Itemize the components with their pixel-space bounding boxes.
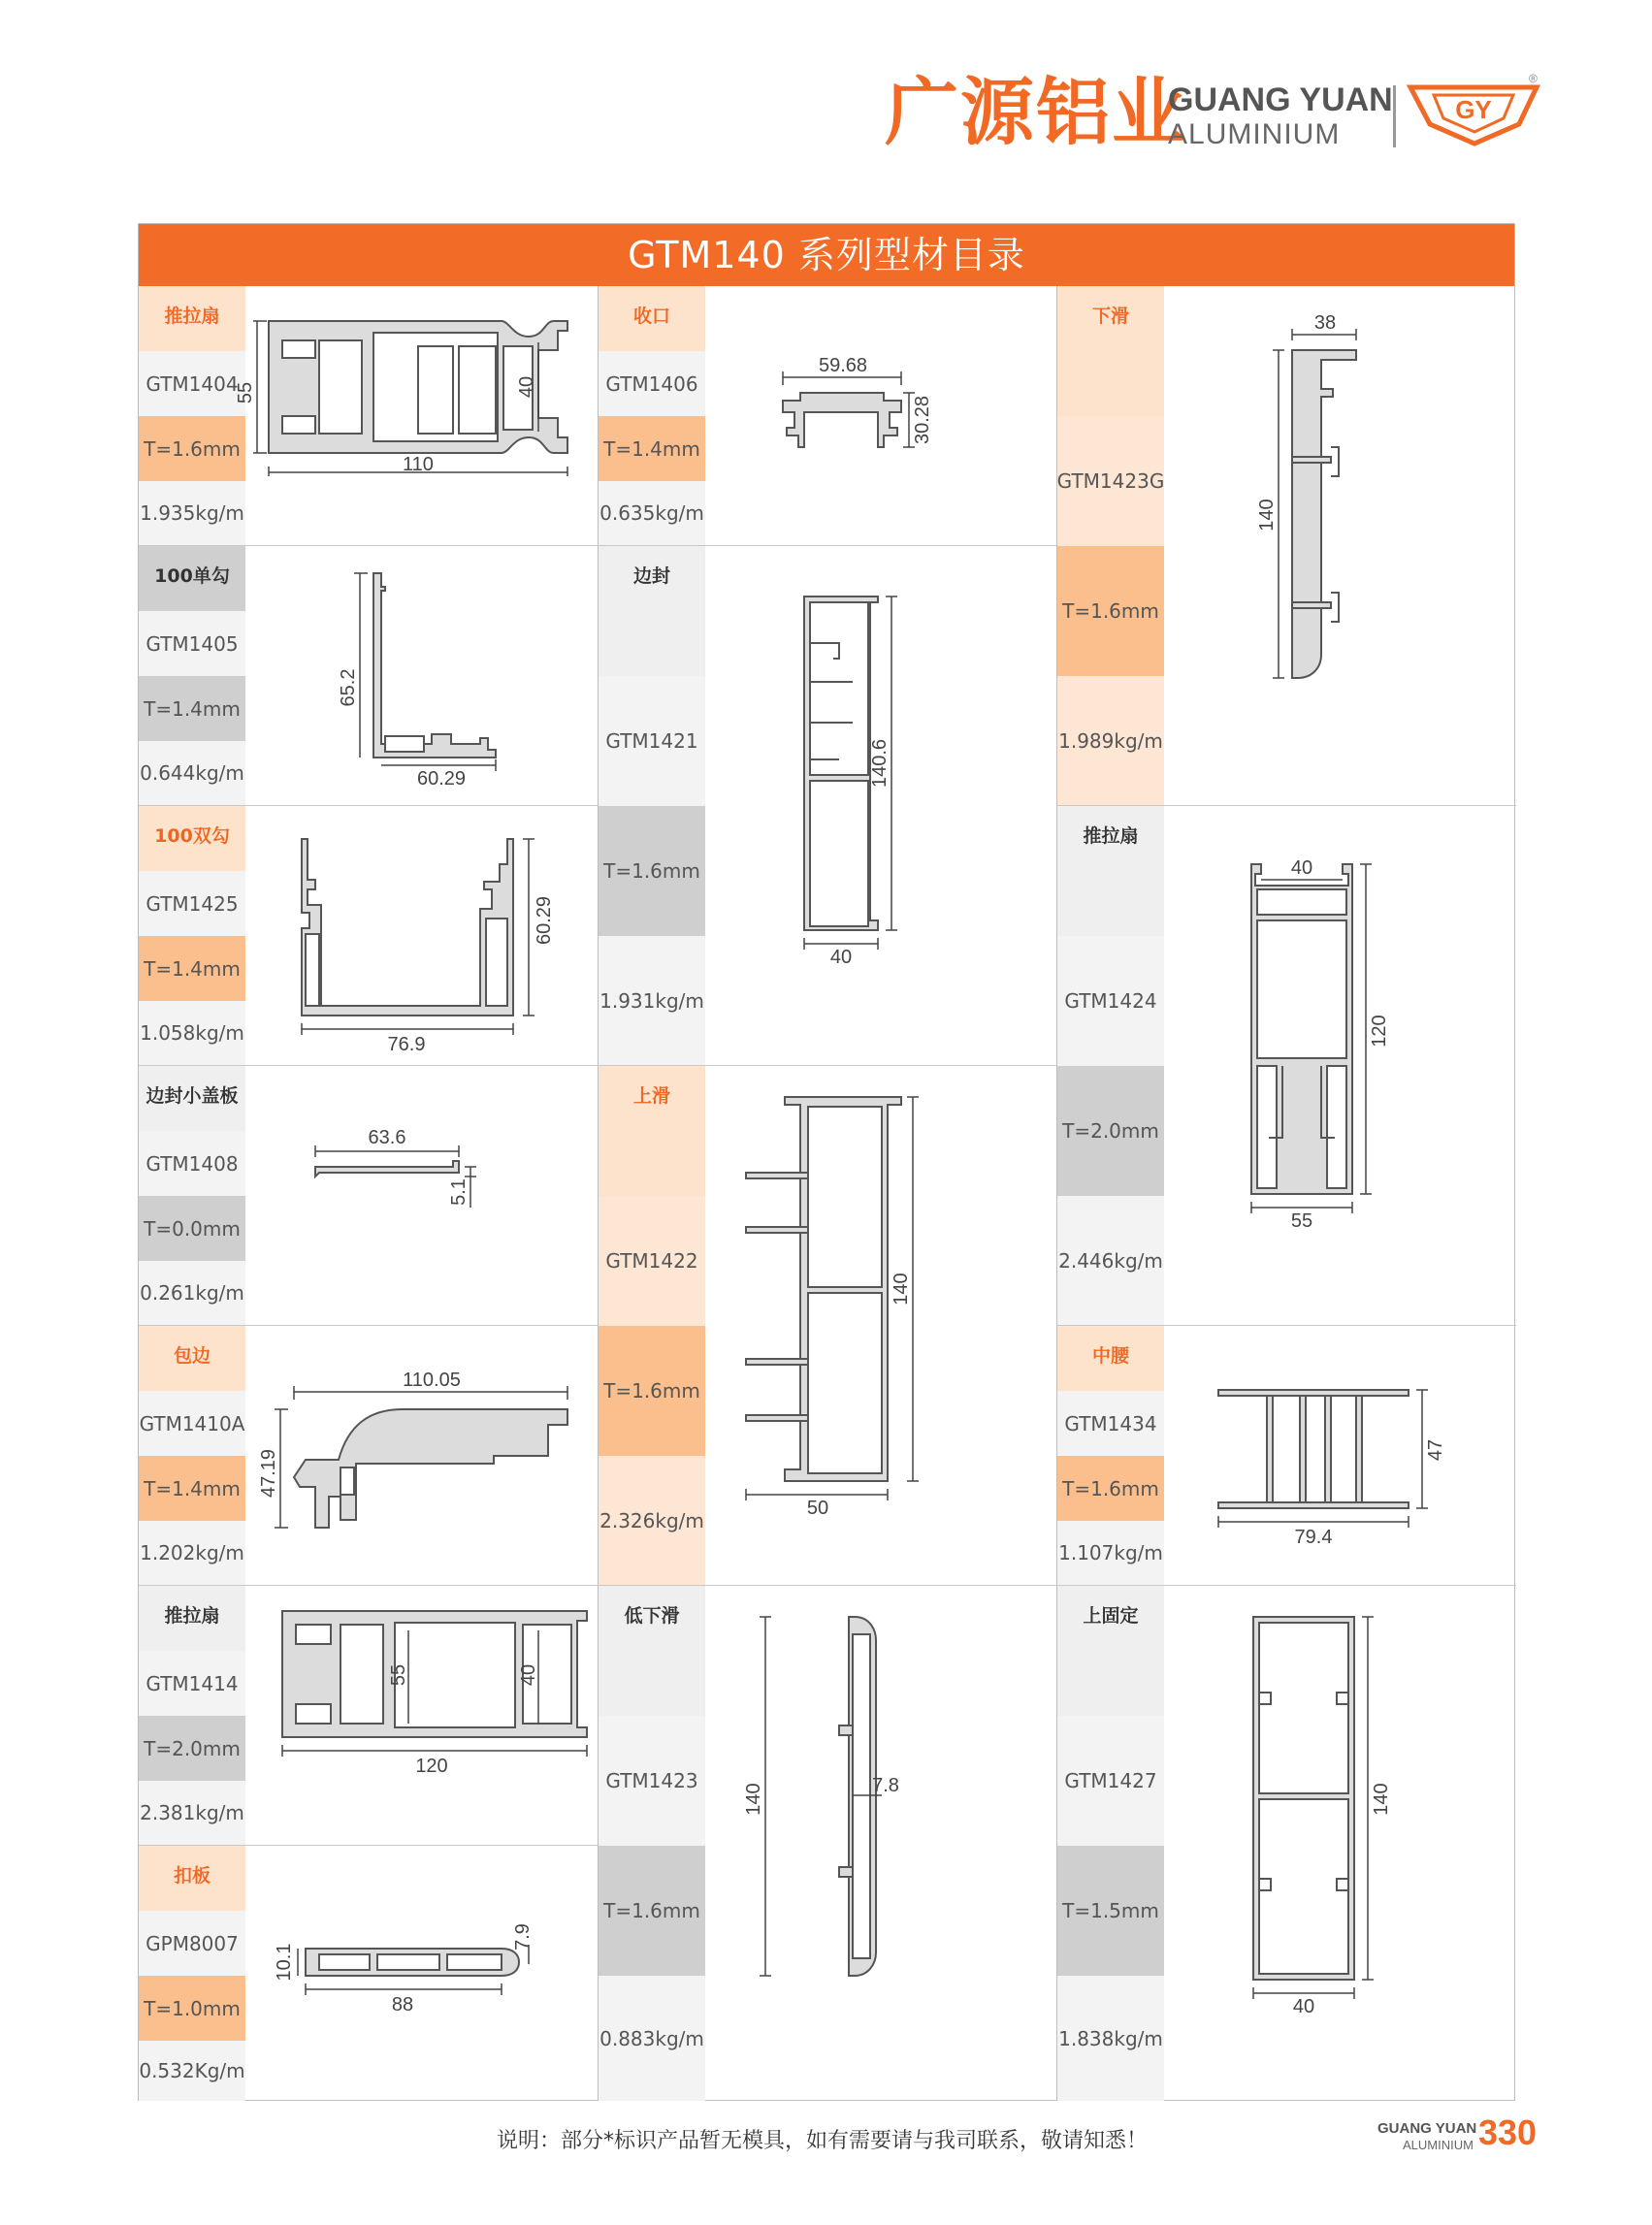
dim-label: 40 xyxy=(829,947,853,968)
profile-thickness: T=1.6mm xyxy=(1057,546,1164,676)
profile-thickness: T=2.0mm xyxy=(139,1716,245,1781)
profile-name: 边封小盖板 xyxy=(139,1066,245,1131)
dim-label: 40 xyxy=(1292,1996,1315,2017)
profile-drawing-gtm1424 xyxy=(1166,812,1515,1321)
profile-name: 扣板 xyxy=(139,1846,245,1911)
profile-code: GTM1434 xyxy=(1057,1391,1164,1456)
brand-english-subtitle: ALUMINIUM xyxy=(1168,118,1341,150)
profile-weight: 2.381kg/m xyxy=(139,1781,245,1845)
profile-weight: 1.058kg/m xyxy=(139,1001,245,1065)
dim-label: 10.1 xyxy=(274,1943,295,1982)
profile-drawing-gtm1423 xyxy=(707,1592,1056,2101)
profile-weight: 0.532Kg/m xyxy=(139,2041,245,2101)
catalog-title: GTM140 系列型材目录 xyxy=(139,224,1514,286)
footer-brand-subtitle: ALUMINIUM xyxy=(1403,2138,1474,2152)
profile-code: GTM1424 xyxy=(1057,936,1164,1066)
dim-label: 47 xyxy=(1425,1438,1446,1462)
profile-code: GTM1414 xyxy=(139,1651,245,1716)
dim-label: 120 xyxy=(1369,1015,1390,1048)
dim-label: 50 xyxy=(806,1498,829,1519)
profile-drawing-gtm1422 xyxy=(707,1072,1056,1581)
profile-drawing-gtm1427 xyxy=(1166,1592,1515,2101)
dim-label: 140 xyxy=(891,1273,912,1306)
profile-name: 中腰 xyxy=(1057,1326,1164,1391)
dim-label: 47.19 xyxy=(258,1448,279,1499)
profile-name: 下滑 xyxy=(1057,286,1164,416)
logo-mark-text: GY xyxy=(1455,95,1492,124)
dim-label: 140 xyxy=(1371,1783,1392,1816)
profile-drawing-gtm1406 xyxy=(707,292,1056,539)
profile-name: 推拉扇 xyxy=(1057,806,1164,936)
brand-logo-icon xyxy=(1407,74,1540,153)
registered-mark: ® xyxy=(1529,72,1538,85)
profile-catalog xyxy=(138,223,1515,2101)
dim-label: 120 xyxy=(415,1756,448,1777)
profile-name: 边封 xyxy=(599,546,705,676)
dim-label: 63.6 xyxy=(368,1127,406,1148)
profile-weight: 0.261kg/m xyxy=(139,1261,245,1325)
profile-thickness: T=1.4mm xyxy=(599,416,705,481)
profile-thickness: T=1.6mm xyxy=(599,1846,705,1976)
dim-label: 40 xyxy=(518,1663,539,1687)
profile-code: GTM1425 xyxy=(139,871,245,936)
profile-thickness: T=1.5mm xyxy=(1057,1846,1164,1976)
dim-label: 55 xyxy=(388,1663,409,1687)
profile-thickness: T=1.6mm xyxy=(1057,1456,1164,1521)
profile-name: 上固定 xyxy=(1057,1586,1164,1716)
profile-thickness: T=1.0mm xyxy=(139,1976,245,2041)
dim-label: 40 xyxy=(516,375,537,399)
dim-label: 55 xyxy=(235,381,256,404)
profile-name: 100单勾 xyxy=(139,546,245,611)
profile-name: 低下滑 xyxy=(599,1586,705,1716)
profile-name: 收口 xyxy=(599,286,705,351)
profile-code: GTM1406 xyxy=(599,351,705,416)
footer-brand: GUANG YUAN xyxy=(1377,2120,1477,2137)
profile-weight: 1.838kg/m xyxy=(1057,1976,1164,2101)
profile-weight: 2.446kg/m xyxy=(1057,1196,1164,1325)
profile-drawing-gtm1425 xyxy=(247,812,597,1059)
profile-thickness: T=1.6mm xyxy=(599,806,705,936)
dim-label: 59.68 xyxy=(818,355,868,376)
profile-code: GPM8007 xyxy=(139,1911,245,1976)
profile-drawing-gtm1405 xyxy=(247,552,597,799)
dim-label: 110 xyxy=(403,454,434,475)
dim-label: 40 xyxy=(1290,857,1313,879)
dim-label: 88 xyxy=(391,1994,414,2015)
profile-weight: 1.202kg/m xyxy=(139,1521,245,1585)
dim-label: 5.1 xyxy=(448,1178,470,1206)
profile-drawing-gtm1404 xyxy=(235,292,597,534)
profile-code: GTM1423G xyxy=(1057,416,1164,546)
profile-name: 推拉扇 xyxy=(139,1586,245,1651)
row-divider xyxy=(139,545,1056,546)
profile-name: 包边 xyxy=(139,1326,245,1391)
profile-thickness: T=1.4mm xyxy=(139,676,245,741)
profile-code: GTM1421 xyxy=(599,676,705,806)
profile-thickness: T=1.4mm xyxy=(139,1456,245,1521)
profile-code: GTM1404 xyxy=(139,351,245,416)
profile-weight: 0.635kg/m xyxy=(599,481,705,545)
profile-drawing-gtm1414 xyxy=(247,1592,597,1839)
profile-drawing-gtm1421 xyxy=(707,552,1056,1061)
brand-chinese-name: 广源铝业 xyxy=(885,69,1187,155)
dim-label: 60.29 xyxy=(416,768,467,790)
dim-label: 65.2 xyxy=(338,668,359,707)
dim-label: 38 xyxy=(1313,312,1337,334)
profile-weight: 0.883kg/m xyxy=(599,1976,705,2101)
dim-label: 140.6 xyxy=(869,738,891,789)
dim-label: 55 xyxy=(1290,1210,1313,1232)
profile-drawing-gtm1410a xyxy=(247,1332,597,1579)
profile-code: GTM1427 xyxy=(1057,1716,1164,1846)
profile-thickness: T=0.0mm xyxy=(139,1196,245,1261)
profile-code: GTM1410A xyxy=(139,1391,245,1456)
dim-label: 110.05 xyxy=(403,1370,461,1391)
profile-code: GTM1408 xyxy=(139,1131,245,1196)
profile-thickness: T=1.4mm xyxy=(139,936,245,1001)
profile-weight: 1.989kg/m xyxy=(1057,676,1164,805)
profile-weight: 1.935kg/m xyxy=(139,481,245,545)
profile-weight: 1.931kg/m xyxy=(599,936,705,1065)
profile-weight: 0.644kg/m xyxy=(139,741,245,805)
dim-label: 7.8 xyxy=(872,1775,899,1796)
page-number: 330 xyxy=(1478,2112,1538,2152)
profile-drawing-gtm1423g xyxy=(1166,292,1515,801)
profile-thickness: T=1.6mm xyxy=(599,1326,705,1456)
profile-thickness: T=1.6mm xyxy=(139,416,245,481)
dim-label: 7.9 xyxy=(512,1923,534,1951)
brand-english-name: GUANG YUAN xyxy=(1168,81,1393,118)
header-divider xyxy=(1393,85,1396,147)
dim-label: 30.28 xyxy=(912,395,933,445)
profile-name: 上滑 xyxy=(599,1066,705,1196)
profile-code: GTM1422 xyxy=(599,1196,705,1326)
dim-label: 76.9 xyxy=(387,1034,426,1055)
profile-drawing-gpm8007 xyxy=(247,1852,597,2094)
dim-label: 60.29 xyxy=(534,895,555,946)
profile-thickness: T=2.0mm xyxy=(1057,1066,1164,1196)
footer-note: 说明：部分*标识产品暂无模具，如有需要请与我司联系，敬请知悉！ xyxy=(497,2129,1149,2153)
profile-drawing-gtm1408 xyxy=(247,1072,597,1319)
profile-code: GTM1405 xyxy=(139,611,245,676)
dim-label: 140 xyxy=(743,1783,764,1816)
profile-drawing-gtm1434 xyxy=(1166,1332,1515,1579)
dim-label: 140 xyxy=(1256,499,1278,532)
profile-name: 推拉扇 xyxy=(139,286,245,351)
profile-name: 100双勾 xyxy=(139,806,245,871)
profile-code: GTM1423 xyxy=(599,1716,705,1846)
row-divider xyxy=(139,1585,1516,1586)
profile-weight: 1.107kg/m xyxy=(1057,1521,1164,1585)
profile-weight: 2.326kg/m xyxy=(599,1456,705,1585)
dim-label: 79.4 xyxy=(1294,1527,1333,1548)
